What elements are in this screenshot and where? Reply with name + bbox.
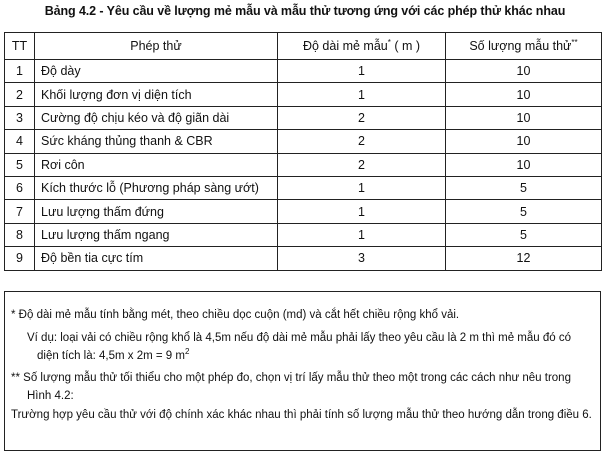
cell-length: 1 [278,223,446,246]
cell-test: Cường độ chịu kéo và độ giãn dài [35,106,278,129]
header-length-label: Độ dài mẻ mẫu [302,39,388,53]
table-title: Bảng 4.2 - Yêu cầu về lượng mẻ mẫu và mẫu thử tương ứng với các phép thử khác nhau [44,4,566,18]
table-row [5,60,602,83]
table-row [5,130,602,153]
note-length-area [5,347,600,366]
header-count-label: Số lượng mẫu thử [469,39,572,53]
header-tt: TT [5,33,35,60]
cell-test: Khối lượng đơn vị diện tích [35,83,278,106]
note-length-example: Ví dụ: loại vải có chiều rộng khổ là 4,5m nếu độ dài mẻ mẫu phải lấy theo yêu cầu là 2 m thì mẻ mẫu đó có [27,331,572,344]
header-length-unit: ( m ) [394,39,421,53]
cell-count: 10 [446,130,602,153]
cell-tt: 5 [5,153,35,176]
cell-length: 2 [278,106,446,129]
cell-count: 10 [446,153,602,176]
header-count-mark: ** [571,37,578,47]
cell-count: 10 [446,83,602,106]
table-row [5,83,602,106]
cell-length: 2 [278,153,446,176]
cell-test: Sức kháng thủng thanh & CBR [35,130,278,153]
cell-count: 10 [446,106,602,129]
cell-length: 1 [278,200,446,223]
cell-test: Rơi côn [35,153,278,176]
requirements-table [4,32,602,271]
cell-length: 1 [278,176,446,199]
note-count-cont: Hình 4.2: [27,390,74,402]
header-test: Phép thử [35,33,278,60]
cell-length: 2 [278,130,446,153]
table-row [5,153,602,176]
cell-tt: 1 [5,60,35,83]
cell-test: Kích thước lỗ (Phương pháp sàng ướt) [35,176,278,199]
table-row [5,106,602,129]
cell-test: Độ dày [35,60,278,83]
cell-tt: 9 [5,247,35,270]
cell-test: Độ bền tia cực tím [35,247,278,270]
notes-box [4,291,601,451]
header-length [278,33,446,60]
note-precision: Trường hợp yêu cầu thử với độ chính xác khác nhau thì phải tính số lượng mẫu thử theo hướng dẫn trong điều 6. [11,408,592,421]
header-count [446,33,602,60]
cell-test: Lưu lượng thấm ngang [35,223,278,246]
cell-count: 12 [446,247,602,270]
table-row [5,223,602,246]
cell-tt: 7 [5,200,35,223]
cell-tt: 6 [5,176,35,199]
table-header-row [5,33,602,60]
table-row [5,247,602,270]
cell-length: 3 [278,247,446,270]
cell-length: 1 [278,60,446,83]
cell-count: 5 [446,176,602,199]
cell-count: 5 [446,223,602,246]
cell-count: 10 [446,60,602,83]
note-length: * Độ dài mẻ mẫu tính bằng mét, theo chiều dọc cuộn (md) và cắt hết chiều rộng khổ vải. [11,309,460,321]
cell-tt: 8 [5,223,35,246]
cell-length: 1 [278,83,446,106]
note-count: ** Số lượng mẫu thử tối thiểu cho một phép đo, chọn vị trí lấy mẫu thử theo một trong các cách như nêu trong [11,371,571,384]
table-row [5,200,602,223]
table-row [5,176,602,199]
cell-tt: 2 [5,83,35,106]
cell-tt: 3 [5,106,35,129]
cell-test: Lưu lượng thấm đứng [35,200,278,223]
note-area-exponent: 2 [184,347,190,357]
cell-count: 5 [446,200,602,223]
cell-tt: 4 [5,130,35,153]
note-area-text: diện tích là: 4,5m x 2m = 9 m [37,350,185,362]
header-length-mark: * [387,37,391,47]
